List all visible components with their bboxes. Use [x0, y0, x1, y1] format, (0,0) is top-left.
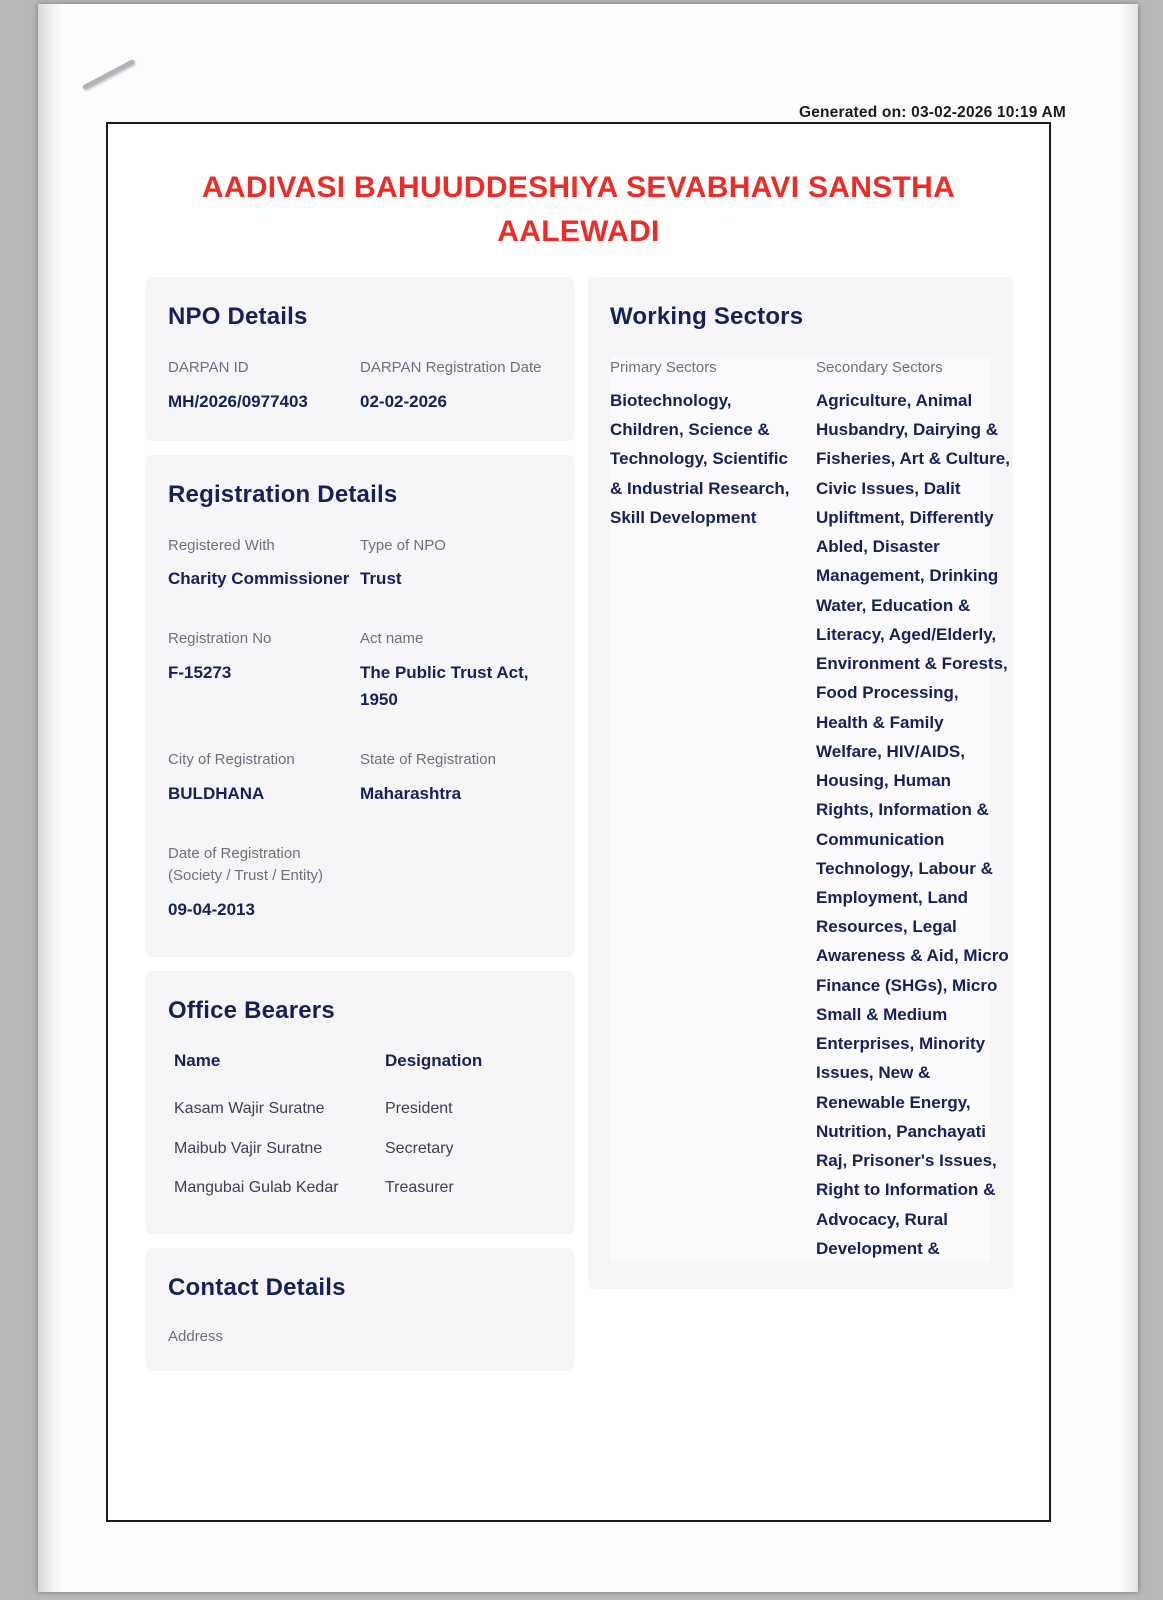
act-name-field: [360, 628, 552, 713]
registration-row-3: [168, 749, 552, 807]
darpan-reg-date-label: DARPAN Registration Date: [360, 359, 542, 376]
city-of-registration-label: City of Registration: [168, 751, 295, 769]
generated-on-label: Generated on:: [798, 104, 907, 121]
contact-details-title: Contact Details: [168, 1273, 346, 1301]
bearer-designation: President: [385, 1100, 453, 1118]
contact-details-card: [146, 1248, 574, 1371]
document-frame: [106, 122, 1051, 1522]
table-row: [168, 1129, 552, 1169]
darpan-id-field: [168, 357, 360, 415]
table-header-row: [168, 1051, 552, 1089]
page-title: AADIVASI BAHUUDDESHIYA SEVABHAVI SANSTHA AALEWADI: [201, 171, 956, 248]
darpan-reg-date-field: [360, 357, 552, 415]
secondary-sectors-value: Agriculture, Animal Husbandry, Dairying & Fisheries, Art & Culture, Civic Issues, Dalit Upliftment, Differently Abled, Disaster Management, Drinking Water, Education & Literacy, Aged/Elderly, Environment & Forests, Food Processing, Health & Family Welfare, HIV/AIDS, Housing, Human Rights, Information & Communication Technology, Labour & Employment, Land Resources, Legal Awareness & Aid, Micro Finance (SHGs), Micro Small & Medium Enterprises, Minority Issues, New & Renewable Energy, Nutrition, Panchayati Raj, Prisoner's Issues, Right to Information & Advocacy, Rural Development &: [816, 391, 1010, 1258]
registered-with-value: Charity Commissioner: [168, 569, 350, 589]
column-header-name: Name: [174, 1051, 221, 1071]
state-of-registration-value: Maharashtra: [360, 783, 462, 803]
column-header-designation: Designation: [385, 1051, 483, 1071]
darpan-id-label: DARPAN ID: [168, 359, 249, 376]
type-of-npo-value: Trust: [360, 569, 402, 589]
registration-details-title: Registration Details: [168, 480, 398, 508]
darpan-reg-date-value: 02-02-2026: [360, 391, 447, 411]
registration-row-2: [168, 628, 552, 713]
table-row: [168, 1168, 552, 1208]
act-name-value: The Public Trust Act, 1950: [360, 662, 529, 710]
city-of-registration-value: BULDHANA: [168, 783, 265, 803]
bearer-name: Mangubai Gulab Kedar: [174, 1179, 339, 1197]
table-row: [168, 1089, 552, 1129]
npo-details-card: [146, 277, 574, 441]
address-label: Address: [168, 1327, 224, 1345]
secondary-sectors-field: [816, 359, 1011, 1263]
working-sectors-body: [610, 357, 1010, 1263]
office-bearers-card: [146, 971, 574, 1234]
staple-mark: [77, 50, 140, 100]
registration-details-card: [146, 455, 574, 957]
bearer-designation: Treasurer: [385, 1179, 454, 1197]
registered-with-field: [168, 535, 360, 593]
right-column: [588, 277, 1013, 1385]
scanned-page: [38, 4, 1138, 1592]
registration-row-4-spacer: [360, 843, 552, 923]
primary-sectors-label: Primary Sectors: [610, 359, 717, 376]
registration-no-label: Registration No: [168, 630, 272, 648]
primary-sectors-value: Biotechnology, Children, Science & Technology, Scientific & Industrial Research, Skill Development: [610, 391, 790, 527]
darpan-id-value: MH/2026/0977403: [168, 391, 308, 411]
act-name-label: Act name: [360, 630, 424, 648]
npo-details-title: NPO Details: [168, 303, 308, 330]
date-of-registration-label: Date of Registration (Society / Trust / Entity): [168, 844, 324, 885]
working-sectors-card: [588, 277, 1013, 1289]
primary-sectors-field: [610, 359, 816, 1263]
state-of-registration-field: [360, 749, 552, 807]
generated-on-value: 03-02-2026 10:19 AM: [911, 104, 1066, 121]
working-sectors-title: Working Sectors: [610, 303, 804, 330]
npo-details-grid: [168, 357, 552, 415]
registration-no-field: [168, 628, 360, 713]
office-bearers-table: [168, 1051, 552, 1208]
city-of-registration-field: [168, 749, 360, 807]
left-column: [146, 277, 574, 1385]
registered-with-label: Registered With: [168, 536, 275, 554]
date-of-registration-field: [168, 843, 360, 923]
bearer-designation: Secretary: [385, 1139, 454, 1157]
registration-no-value: F-15273: [168, 662, 232, 682]
generated-on-stamp: [799, 104, 1066, 122]
content-columns: [108, 253, 1049, 1385]
working-sectors-columns: [610, 359, 1010, 1263]
registration-row-1: [168, 535, 552, 593]
bearer-name: Maibub Vajir Suratne: [174, 1139, 323, 1157]
type-of-npo-field: [360, 535, 552, 593]
state-of-registration-label: State of Registration: [360, 751, 496, 769]
bearer-name: Kasam Wajir Suratne: [174, 1100, 325, 1118]
office-bearers-title: Office Bearers: [168, 997, 335, 1025]
secondary-sectors-label: Secondary Sectors: [816, 359, 943, 376]
date-of-registration-value: 09-04-2013: [168, 899, 255, 919]
registration-row-4: [168, 843, 552, 923]
type-of-npo-label: Type of NPO: [360, 536, 446, 554]
